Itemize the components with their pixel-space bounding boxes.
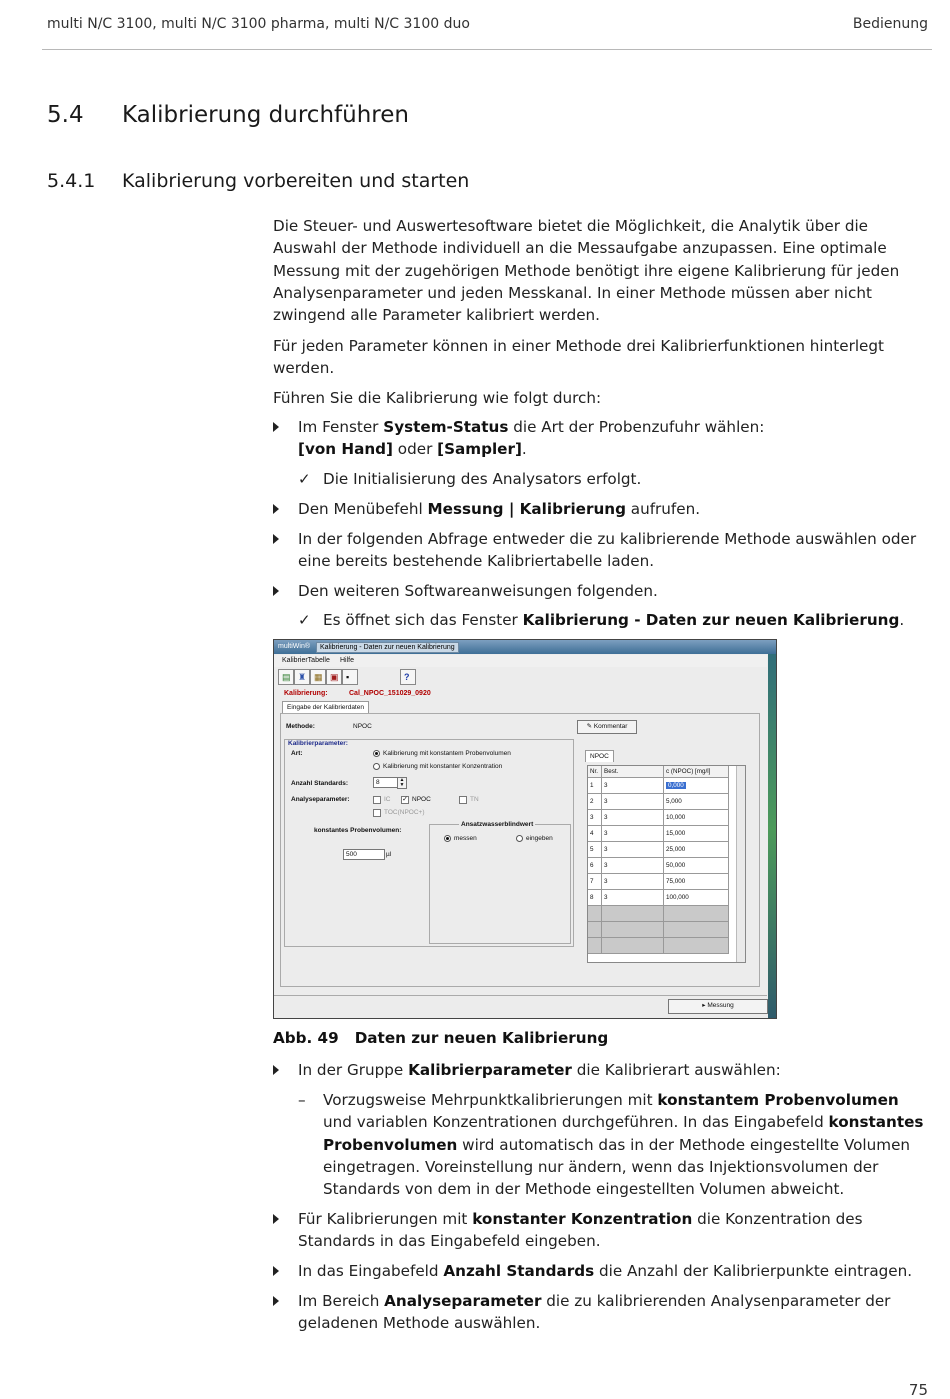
step-menu-command: Den Menübefehl Messung | Kalibrierung aufrufen.: [273, 498, 928, 520]
window-bottom-bar: [274, 995, 767, 1018]
table-cell[interactable]: 5: [588, 842, 602, 858]
table-cell[interactable]: 8: [588, 890, 602, 906]
sub-item-constant-volume: – Vorzugsweise Mehrpunktkalibrierungen mit konstantem Probenvolumen und variablen Konzentrationen durchgeführen. In das Eingabefeld konstantes Probenvolumen wird automatisch das in der Methode eingestellte Volumen eingetragen. Voreinstellung nur ändern, wenn das Injektionsvolumen der Standards von dem in der Methode eingestellten Volumen abweicht.: [298, 1091, 924, 1199]
calibration-label: Kalibrierung:: [284, 690, 328, 697]
measure-button[interactable]: ▸ Messung: [668, 999, 768, 1014]
table-cell-empty: [664, 906, 729, 922]
standards-label: Anzahl Standards:: [291, 780, 349, 787]
analysis-parameters-label: Analyseparameter:: [291, 796, 350, 803]
calibration-functions-paragraph: Für jeden Parameter können in einer Methode drei Kalibrierfunktionen hinterlegt werden.: [273, 337, 884, 378]
step-arrow-icon: [273, 1214, 279, 1224]
comment-icon: ✎: [586, 723, 594, 730]
method-label: Methode:: [286, 723, 315, 730]
standards-stepper[interactable]: ▲ ▼: [397, 777, 407, 789]
blank-value-title: Ansatzwasserblindwert: [461, 821, 534, 828]
figure-caption: [273, 1029, 608, 1047]
check-icon: ✓: [402, 796, 408, 803]
table-cell[interactable]: 3: [602, 890, 664, 906]
new-icon: ▤: [282, 672, 291, 682]
table-cell[interactable]: 75,000: [664, 874, 729, 890]
dash-bullet: –: [298, 1091, 306, 1109]
checkbox-npoc[interactable]: [401, 796, 409, 804]
app-name: multiWin®: [278, 643, 310, 650]
step-arrow-icon: [273, 1296, 279, 1306]
table-cell[interactable]: 5,000: [664, 794, 729, 810]
table-cell[interactable]: 1: [588, 778, 602, 794]
tab-npoc[interactable]: NPOC: [585, 750, 614, 762]
table-cell[interactable]: 3: [602, 842, 664, 858]
help-icon: ?: [404, 672, 410, 682]
result-window-opens: ✓ Es öffnet sich das Fenster Kalibrierung - Daten zur neuen Kalibrierung.: [298, 609, 928, 631]
table-cell[interactable]: 3: [602, 826, 664, 842]
step-system-status: Im Fenster System-Status die Art der Probenzufuhr wählen: [von Hand] oder [Sampler].: [273, 416, 928, 461]
radio-blank-enter-label: eingeben: [526, 835, 553, 842]
checkbox-toc[interactable]: [373, 809, 381, 817]
table-cell-empty: [602, 922, 664, 938]
table-cell-empty: [588, 938, 602, 954]
desktop-background: [768, 640, 776, 1018]
save-button[interactable]: [342, 669, 358, 685]
step-arrow-icon: [273, 586, 279, 596]
page-number: 75: [908, 1381, 928, 1399]
table-cell[interactable]: 50,000: [664, 858, 729, 874]
header-divider: [42, 49, 932, 50]
table-header-nr: Nr.: [588, 766, 602, 778]
table-cell[interactable]: 3: [602, 874, 664, 890]
method-value: NPOC: [353, 723, 372, 730]
table-scrollbar[interactable]: [736, 766, 745, 962]
step-constant-concentration: Für Kalibrierungen mit konstanter Konzentration die Konzentration des Standards in das Eingabefeld eingeben.: [273, 1208, 928, 1253]
step-arrow-icon: [273, 422, 279, 432]
checkbox-ic-label: IC: [384, 796, 391, 803]
step-follow-instructions: Den weiteren Softwareanweisungen folgenden.: [273, 580, 928, 602]
radio-blank-enter[interactable]: [516, 835, 523, 842]
table-cell[interactable]: 3: [588, 810, 602, 826]
checkbox-toc-label: TOC(NPOC+): [384, 809, 425, 816]
table-cell[interactable]: 3: [602, 778, 664, 794]
standards-input[interactable]: 8: [373, 777, 399, 788]
step-select-calibration-type: In der Gruppe Kalibrierparameter die Kalibrierart auswählen:: [273, 1059, 928, 1081]
table-cell[interactable]: 3: [602, 810, 664, 826]
table-cell-empty: [664, 922, 729, 938]
step-arrow-icon: [273, 504, 279, 514]
step-arrow-icon: [273, 534, 279, 544]
tab-calibration-data[interactable]: Eingabe der Kalibrierdaten: [282, 701, 369, 713]
step-arrow-icon: [273, 1266, 279, 1276]
table-cell[interactable]: 15,000: [664, 826, 729, 842]
table-cell[interactable]: 7: [588, 874, 602, 890]
step-select-method: In der folgenden Abfrage entweder die zu kalibrierende Methode auswählen oder eine bereits bestehende Kalibriertabelle laden.: [273, 528, 928, 573]
checkbox-tn[interactable]: [459, 796, 467, 804]
checkbox-tn-label: TN: [470, 796, 479, 803]
calibration-name: Cal_NPOC_151029_0920: [349, 690, 431, 697]
table-cell[interactable]: 3: [602, 858, 664, 874]
table-cell-empty: [588, 906, 602, 922]
sample-volume-label: konstantes Probenvolumen:: [314, 827, 402, 834]
table-cell[interactable]: 4: [588, 826, 602, 842]
step-arrow-icon: [273, 1065, 279, 1075]
running-header-left: multi N/C 3100, multi N/C 3100 pharma, multi N/C 3100 duo: [47, 16, 470, 32]
figure-number: Abb. 49: [273, 1029, 339, 1047]
checkbox-npoc-label: NPOC: [412, 796, 431, 803]
sample-volume-unit: µl: [386, 851, 392, 858]
table-header-best: Best.: [602, 766, 664, 778]
calibration-table: [587, 765, 746, 963]
section-title: Kalibrierung durchführen: [122, 102, 409, 128]
checkbox-ic[interactable]: [373, 796, 381, 804]
table-cell[interactable]: 3: [602, 794, 664, 810]
table-cell-empty: [602, 938, 664, 954]
radio-blank-measure-label: messen: [454, 835, 477, 842]
analyzer-button[interactable]: [294, 669, 310, 685]
radio-constant-concentration-label: Kalibrierung mit konstanter Konzentration: [383, 763, 503, 770]
open-icon: ▦: [314, 672, 323, 682]
procedure-intro: Führen Sie die Kalibrierung wie folgt durch:: [273, 389, 602, 407]
table-cell[interactable]: 25,000: [664, 842, 729, 858]
subsection-number: 5.4.1: [47, 170, 96, 192]
blank-value-group: [429, 824, 571, 944]
new-table-button[interactable]: [278, 669, 294, 685]
running-header-right: Bedienung: [852, 16, 928, 32]
help-button[interactable]: [400, 669, 416, 685]
comment-button[interactable]: ✎ Kommentar: [577, 720, 637, 734]
table-cell-empty: [588, 922, 602, 938]
calibration-window-screenshot: [273, 639, 777, 1019]
step-analysis-parameters: Im Bereich Analyseparameter die zu kalibrierenden Analysenparameter der geladenen Methode auswählen.: [273, 1290, 928, 1335]
subsection-title: Kalibrierung vorbereiten und starten: [122, 170, 470, 192]
open-button[interactable]: [310, 669, 326, 685]
sample-volume-input[interactable]: 500: [343, 849, 385, 860]
table-header-conc: c (NPOC) [mg/l]: [664, 766, 729, 778]
table-cell[interactable]: 100,000: [664, 890, 729, 906]
type-label: Art:: [291, 750, 303, 757]
table-cell-empty: [602, 906, 664, 922]
radio-constant-volume-label: Kalibrierung mit konstantem Probenvolumen: [383, 750, 511, 757]
menu-bar: [274, 655, 767, 667]
checkmark-icon: ✓: [298, 611, 311, 629]
radio-constant-volume[interactable]: [373, 750, 380, 757]
save-icon: ▪: [346, 672, 350, 682]
section-number: 5.4: [47, 102, 84, 128]
table-cell[interactable]: 6: [588, 858, 602, 874]
table-button[interactable]: [326, 669, 342, 685]
checkmark-icon: ✓: [298, 470, 311, 488]
menu-hilfe[interactable]: Hilfe: [340, 657, 355, 664]
step-number-of-standards: In das Eingabefeld Anzahl Standards die Anzahl der Kalibrierpunkte eintragen.: [273, 1260, 928, 1282]
menu-kalibriertabelle[interactable]: KalibrierTabelle: [282, 657, 330, 664]
params-group-title: Kalibrierparameter:: [288, 740, 348, 747]
window-titlebar: [274, 640, 776, 654]
analyzer-icon: ♜: [298, 672, 307, 682]
table-cell-empty: [664, 938, 729, 954]
table-icon: ▣: [330, 672, 339, 682]
figure-title: Daten zur neuen Kalibrierung: [354, 1029, 609, 1047]
result-initialization: ✓ Die Initialisierung des Analysators erfolgt.: [298, 468, 928, 490]
table-cell[interactable]: 2: [588, 794, 602, 810]
radio-blank-measure[interactable]: [444, 835, 451, 842]
table-cell-selected[interactable]: 0,000: [664, 778, 729, 794]
radio-constant-concentration[interactable]: [373, 763, 380, 770]
window-title: Kalibrierung - Daten zur neuen Kalibrierung: [316, 642, 459, 653]
measure-icon: ▸: [702, 1002, 708, 1009]
table-cell[interactable]: 10,000: [664, 810, 729, 826]
intro-paragraph: Die Steuer- und Auswertesoftware bietet die Möglichkeit, die Analytik über die Auswahl der Methode individuell an die Messaufgabe anzupassen. Eine optimale Messung mit der zugehörigen Methode benötigt ihre eigene Kalibrierung für jeden Analysenparameter und jeden Messkanal. In einer Methode müssen aber nicht zwingend alle Parameter kalibriert werden.: [273, 217, 900, 325]
